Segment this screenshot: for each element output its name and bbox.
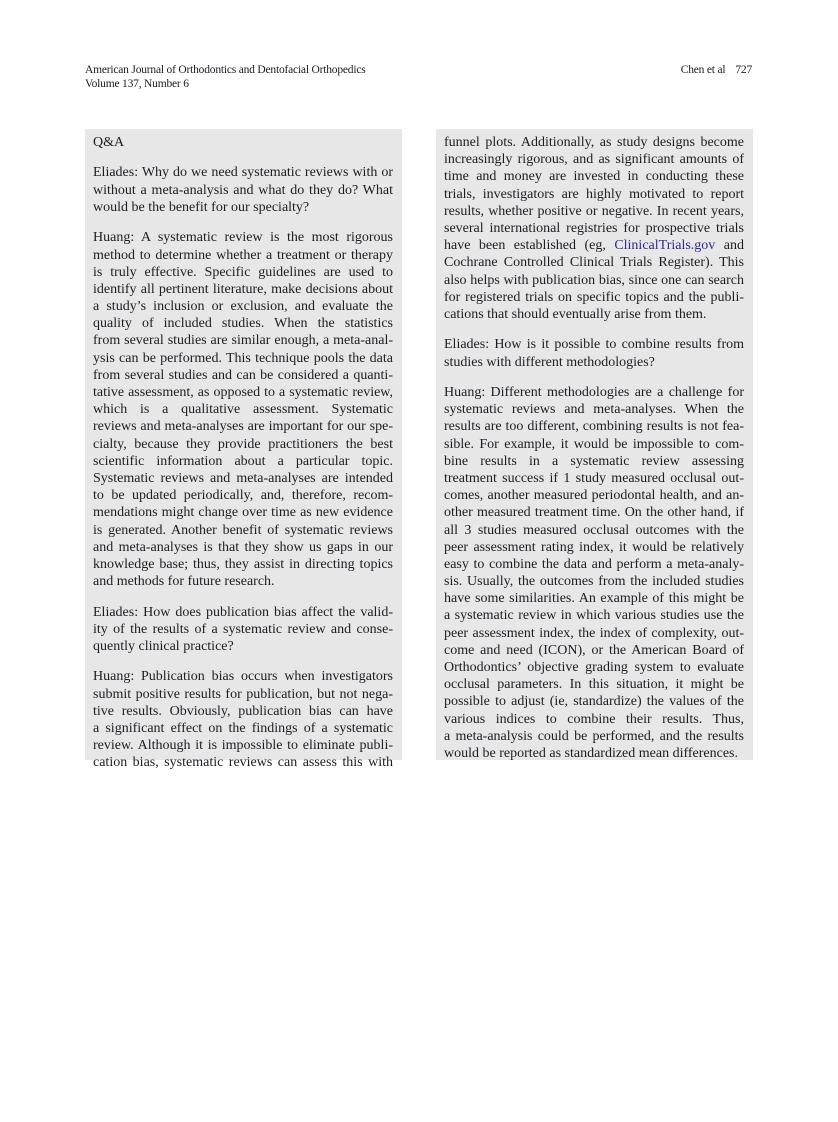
text-column-left bbox=[85, 129, 402, 771]
text-line-content: submit positive results for publication, but not nega- bbox=[93, 686, 393, 702]
journal-volume: Volume 137, Number 6 bbox=[85, 78, 189, 90]
text-line bbox=[93, 367, 393, 384]
text-line-content: knowledge base; thus, they assist in directing topics bbox=[93, 556, 393, 572]
text-line bbox=[93, 315, 393, 332]
paragraph bbox=[93, 164, 394, 216]
running-header bbox=[85, 63, 366, 91]
text-line-content: Eliades: How is it possible to combine results from bbox=[444, 337, 744, 353]
text-line-content: ysis can be performed. This technique pools the data bbox=[93, 350, 393, 366]
text-line-content: easy to combine the data and perform a meta-analy- bbox=[444, 556, 744, 572]
text-line bbox=[93, 247, 393, 264]
journal-title: American Journal of Orthodontics and Dentofacial Orthopedics bbox=[85, 64, 366, 76]
text-line bbox=[93, 638, 393, 655]
text-line bbox=[444, 134, 744, 151]
text-line bbox=[93, 737, 393, 754]
text-line bbox=[93, 668, 393, 685]
text-column-right bbox=[436, 129, 753, 760]
text-line bbox=[444, 573, 744, 590]
text-line bbox=[93, 418, 393, 435]
text-line bbox=[93, 522, 393, 539]
text-line bbox=[444, 289, 744, 306]
text-line bbox=[93, 453, 393, 470]
text-line bbox=[444, 728, 744, 745]
text-line-content: several international registries for prospective trials bbox=[444, 220, 744, 236]
text-line-content: and methods for future research. bbox=[93, 574, 275, 590]
text-line bbox=[444, 745, 744, 762]
text-line bbox=[444, 590, 744, 607]
text-line-content: time and money are invested in conducting these bbox=[444, 169, 744, 185]
text-line-content: come and need (ICON), or the American Board of bbox=[444, 642, 744, 658]
text-line-content: various indices to combine their results. Thus, bbox=[444, 711, 744, 727]
text-line bbox=[444, 151, 744, 168]
text-line-content: sis. Usually, the outcomes from the included studies bbox=[444, 574, 744, 590]
text-line bbox=[93, 199, 393, 216]
text-line bbox=[444, 625, 744, 642]
text-line bbox=[93, 229, 393, 246]
text-fragment: and bbox=[715, 238, 744, 254]
text-line bbox=[93, 350, 393, 367]
text-line-content: cialty, because they provide practitioners the best bbox=[93, 436, 393, 452]
text-line-content: peer assessment rating index, it would be relatively bbox=[444, 539, 744, 555]
text-line bbox=[444, 436, 744, 453]
text-line-content: Orthodontics’ objective grading system to evaluate bbox=[444, 660, 744, 676]
text-line-content: Huang: A systematic review is the most rigorous bbox=[93, 230, 393, 246]
text-line bbox=[444, 237, 744, 254]
page-number: 727 bbox=[735, 64, 752, 76]
text-line-content: quality of included studies. When the statistics bbox=[93, 316, 393, 332]
text-line-content: ity of the results of a systematic review and conse- bbox=[93, 621, 393, 637]
text-line bbox=[93, 401, 393, 418]
authors: Chen et al bbox=[680, 64, 726, 76]
text-line bbox=[93, 281, 393, 298]
text-line-content: a systematic review in which various studies use the bbox=[444, 608, 744, 624]
text-line bbox=[444, 556, 744, 573]
text-line bbox=[93, 436, 393, 453]
text-line bbox=[93, 504, 393, 521]
text-line-content: cation bias, systematic reviews can assess this with bbox=[93, 755, 393, 771]
text-line-content: results, whether positive or negative. In recent years, bbox=[444, 203, 744, 219]
text-line bbox=[444, 220, 744, 237]
text-line-content: Cochrane Controlled Clinical Trials Register). This bbox=[444, 255, 744, 271]
text-line bbox=[444, 539, 744, 556]
text-line bbox=[93, 164, 393, 181]
text-line bbox=[93, 384, 393, 401]
text-line-content: trials, investigators are highly motivated to report bbox=[444, 186, 744, 202]
text-line bbox=[93, 686, 393, 703]
text-line-content: for registered trials on specific topics and the publi- bbox=[444, 289, 744, 305]
text-line bbox=[444, 401, 744, 418]
text-line-content: a study’s inclusion or exclusion, and evaluate the bbox=[93, 299, 393, 315]
paragraph bbox=[444, 134, 745, 323]
text-line bbox=[444, 711, 744, 728]
text-line bbox=[444, 504, 744, 521]
text-line-content: Huang: Different methodologies are a challenge for bbox=[444, 385, 744, 401]
text-line-content: funnel plots. Additionally, as study designs become bbox=[444, 135, 744, 150]
text-line-content: from several studies and can be considered a quanti- bbox=[93, 367, 393, 383]
text-line bbox=[444, 306, 744, 323]
text-line-content bbox=[444, 237, 744, 254]
text-line bbox=[444, 336, 744, 353]
text-line-content: is truly effective. Specific guidelines are used to bbox=[93, 264, 393, 280]
text-line bbox=[444, 676, 744, 693]
text-line-content: all 3 studies measured occlusal outcomes with the bbox=[444, 522, 744, 538]
text-line bbox=[444, 384, 744, 401]
text-line-content: occlusal parameters. In this situation, it might be bbox=[444, 677, 744, 693]
text-line-content: treatment success if 1 study measured occlusal out- bbox=[444, 470, 744, 486]
text-line-content: systematic reviews and meta-analyses. When the bbox=[444, 402, 744, 418]
text-line-content: a meta-analysis could be performed, and the results bbox=[444, 728, 744, 744]
text-line-content: mendations might change over time as new evidence bbox=[93, 505, 393, 521]
text-line bbox=[93, 134, 393, 151]
text-line-content: increasingly rigorous, and as significant amounts of bbox=[444, 152, 744, 168]
text-line bbox=[93, 720, 393, 737]
text-line-content: a significant effect on the findings of a systematic bbox=[93, 721, 393, 736]
text-line-content: bine results in a systematic review assessing bbox=[444, 453, 744, 469]
text-line bbox=[93, 703, 393, 720]
text-line-content: is generated. Another benefit of systematic reviews bbox=[93, 522, 393, 538]
text-line-content: review. Although it is impossible to eliminate publi- bbox=[93, 738, 393, 754]
text-line-content: have some similarities. An example of this might be bbox=[444, 591, 744, 607]
text-line-content: scientific information about a particular topic. bbox=[93, 453, 393, 469]
text-line bbox=[444, 168, 744, 185]
text-line bbox=[444, 607, 744, 624]
text-line bbox=[444, 487, 744, 504]
text-line-content: quently clinical practice? bbox=[93, 638, 234, 654]
text-line bbox=[93, 298, 393, 315]
text-line-content: reviews and meta-analyses are important for our spe- bbox=[93, 419, 393, 435]
text-line bbox=[93, 332, 393, 349]
text-line-content: comes, another measured periodontal health, and an- bbox=[444, 488, 744, 504]
text-line bbox=[444, 470, 744, 487]
text-line bbox=[93, 182, 393, 199]
text-line bbox=[93, 556, 393, 573]
text-line bbox=[93, 539, 393, 556]
text-line bbox=[444, 272, 744, 289]
text-line-content: which is a qualitative assessment. Systematic bbox=[93, 402, 393, 418]
text-line bbox=[93, 573, 393, 590]
text-line-content: to be updated periodically, and, therefore, recom- bbox=[93, 488, 393, 504]
text-line-content: results are too different, combining results is not fea- bbox=[444, 419, 744, 435]
text-line-content: method to determine whether a treatment or therapy bbox=[93, 247, 393, 263]
text-line bbox=[444, 693, 744, 710]
text-line-content: studies with different methodologies? bbox=[444, 354, 655, 370]
text-line-content: peer assessment index, the index of complexity, out- bbox=[444, 625, 744, 641]
text-line-content: sible. For example, it would be impossible to com- bbox=[444, 436, 744, 452]
text-fragment: have been established (eg, bbox=[444, 238, 615, 254]
text-line-content: also helps with publication bias, since one can search bbox=[444, 272, 744, 288]
text-line bbox=[93, 754, 393, 771]
text-line bbox=[444, 453, 744, 470]
text-line-content: from several studies are similar enough, a meta-anal- bbox=[93, 333, 393, 349]
text-line-content: without a meta-analysis and what do they do? What bbox=[93, 182, 393, 198]
text-line-content: would be reported as standardized mean differences. bbox=[444, 745, 739, 761]
text-line-content: identify all pertinent literature, make decisions about bbox=[93, 281, 393, 297]
text-line bbox=[93, 264, 393, 281]
paragraph bbox=[93, 668, 394, 771]
text-line bbox=[93, 621, 393, 638]
text-line-content: tive results. Obviously, publication bias can have bbox=[93, 703, 393, 719]
text-line-content: Systematic reviews and meta-analyses are intended bbox=[93, 470, 393, 486]
text-line bbox=[93, 604, 393, 621]
paragraph bbox=[444, 336, 745, 370]
paragraph bbox=[93, 229, 394, 590]
text-line-content: tative assessment, as opposed to a systematic review, bbox=[93, 385, 393, 401]
text-line-content: Q&A bbox=[93, 135, 125, 150]
text-line-content: Eliades: Why do we need systematic reviews with or bbox=[93, 165, 393, 181]
text-line bbox=[444, 203, 744, 220]
text-line bbox=[444, 522, 744, 539]
text-line bbox=[93, 470, 393, 487]
text-line-content: Eliades: How does publication bias affect the valid- bbox=[93, 604, 393, 620]
text-line-content: would be the benefit for our specialty? bbox=[93, 199, 310, 215]
text-line bbox=[93, 487, 393, 504]
running-header-right bbox=[681, 63, 752, 77]
text-line-content: Huang: Publication bias occurs when investigators bbox=[93, 669, 393, 685]
text-line-content: other measured treatment time. On the other hand, if bbox=[444, 505, 744, 521]
section-heading bbox=[93, 134, 394, 151]
text-line bbox=[444, 254, 744, 271]
text-line-content: possible to adjust (ie, standardize) the values of the bbox=[444, 694, 744, 710]
text-line bbox=[444, 418, 744, 435]
text-line bbox=[444, 354, 744, 371]
text-line bbox=[444, 186, 744, 203]
paragraph bbox=[93, 604, 394, 656]
paragraph bbox=[444, 384, 745, 762]
clinicaltrials-link[interactable]: ClinicalTrials.gov bbox=[614, 238, 716, 254]
text-line bbox=[444, 642, 744, 659]
text-line bbox=[444, 659, 744, 676]
text-line-content: and meta-analyses is that they show us gaps in our bbox=[93, 539, 393, 555]
text-line-content: cations that should eventually arise from them. bbox=[444, 306, 707, 322]
